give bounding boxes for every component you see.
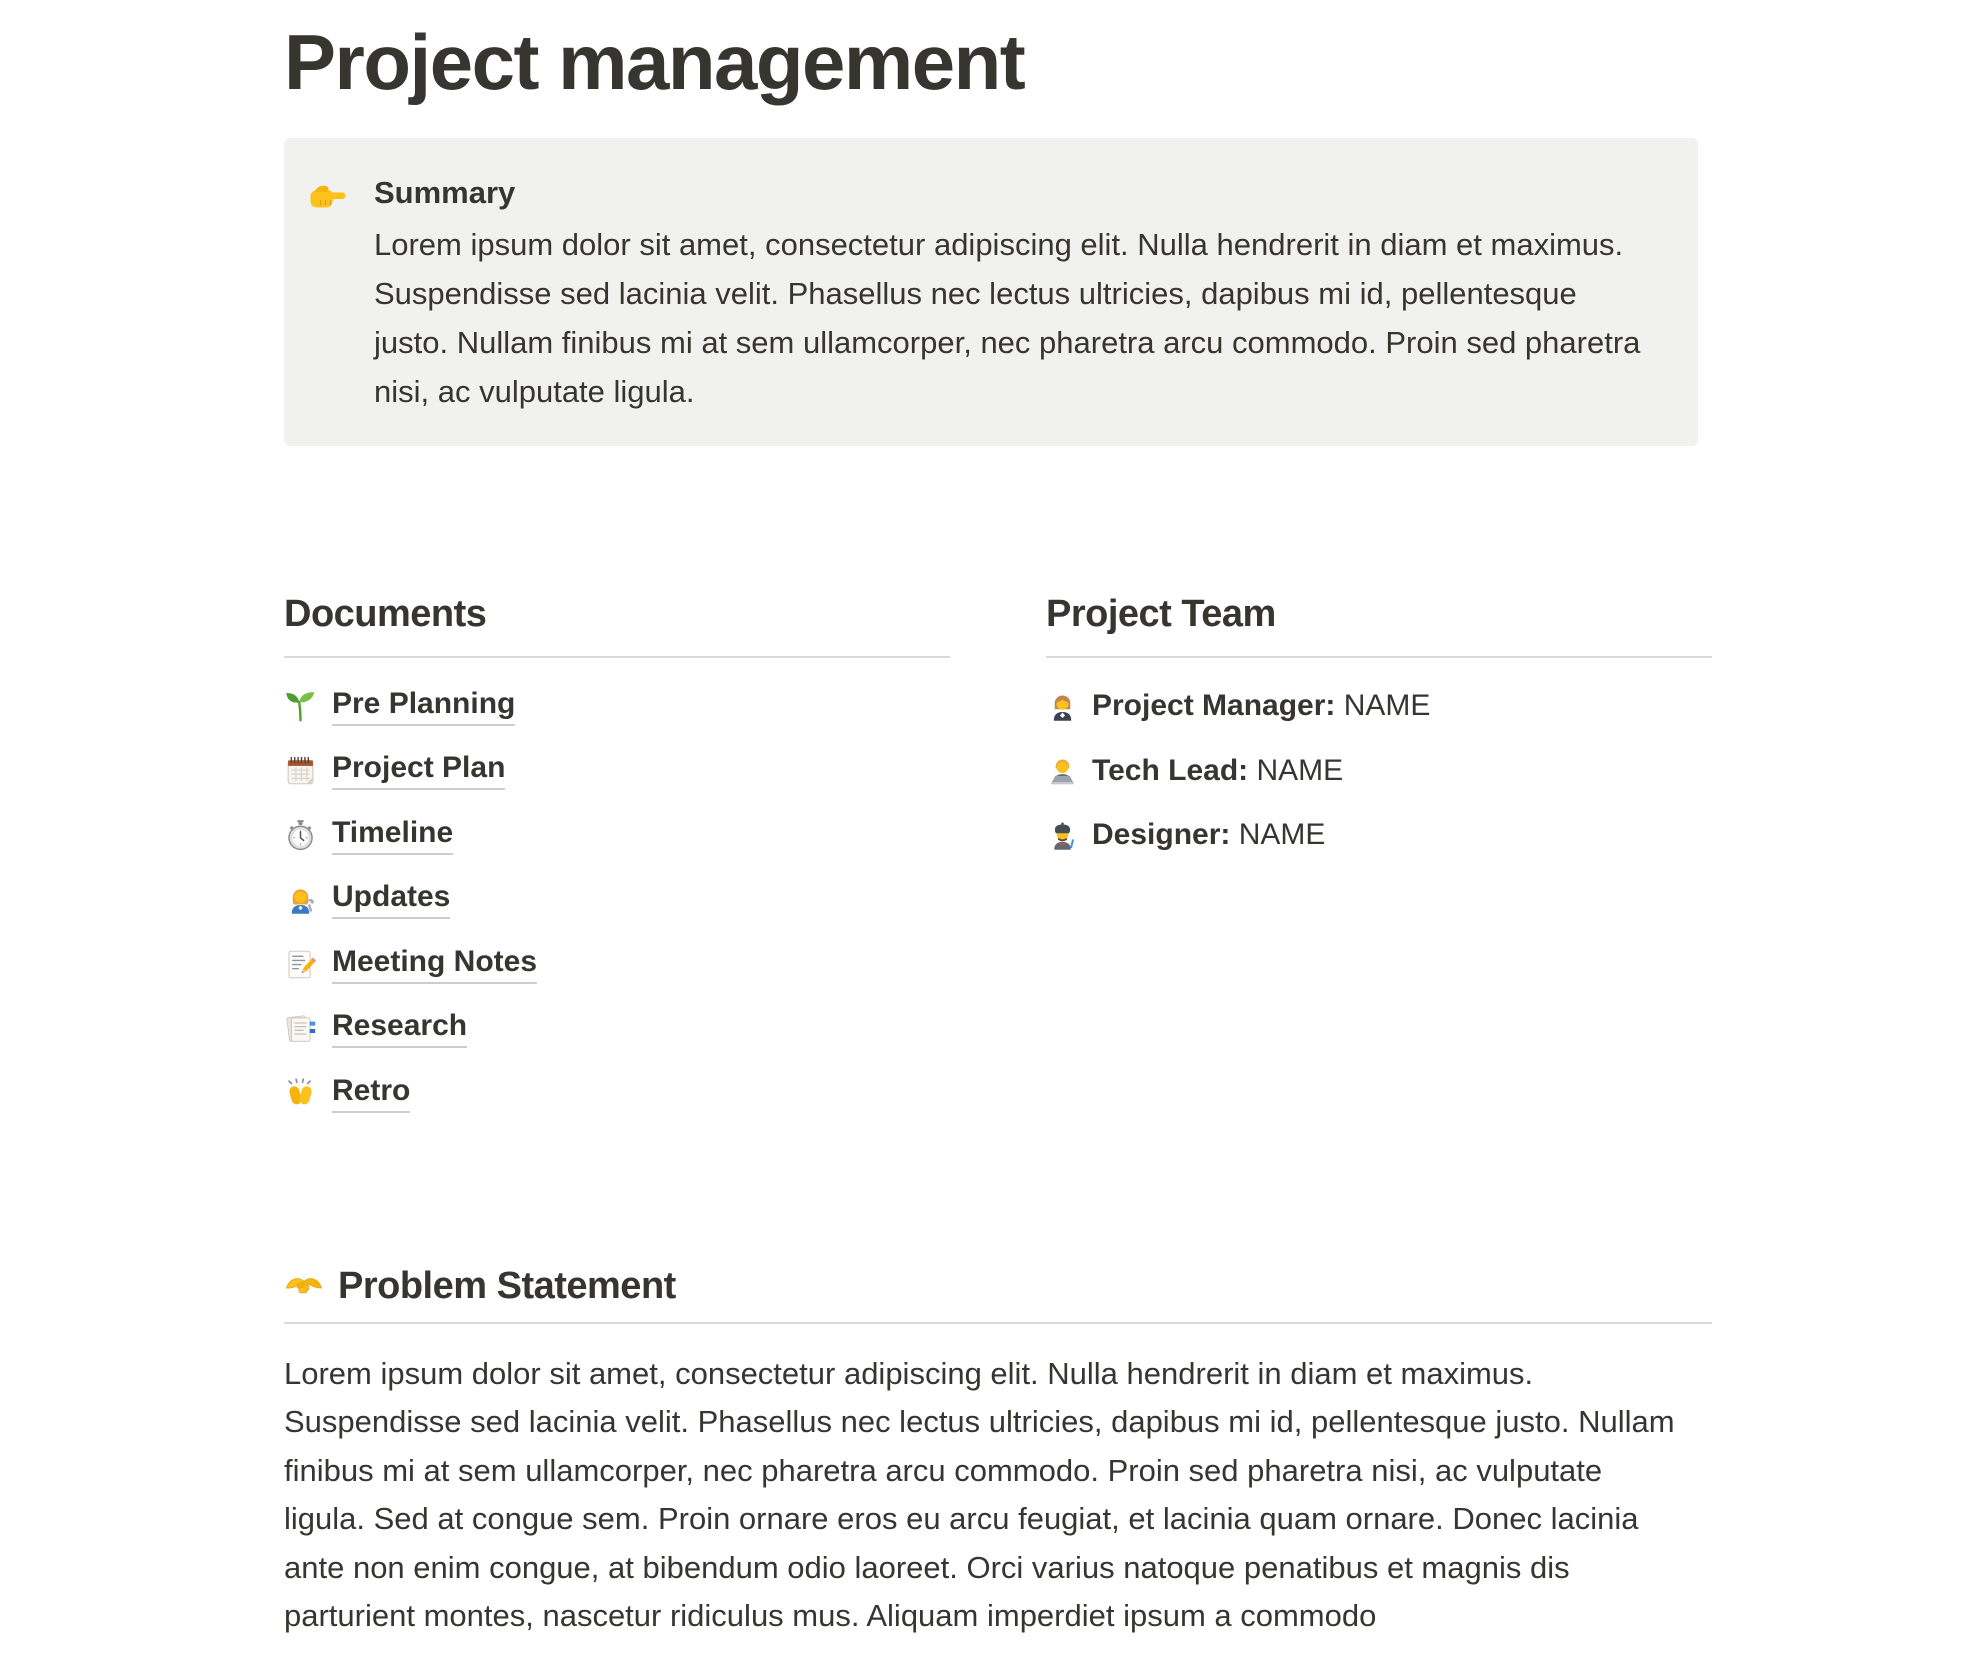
summary-callout bbox=[284, 138, 1698, 446]
documents-divider bbox=[284, 656, 950, 658]
team-member-name: NAME bbox=[1256, 753, 1344, 787]
team-member-role: Project Manager: bbox=[1092, 689, 1336, 723]
document-link[interactable]: Pre Planning bbox=[332, 687, 515, 726]
document-list-item bbox=[284, 803, 950, 868]
team-member-role: Designer: bbox=[1092, 818, 1231, 852]
document-list-item bbox=[284, 997, 950, 1062]
problem-statement-divider bbox=[284, 1322, 1712, 1324]
page-content bbox=[284, 20, 1712, 1641]
documents-heading: Documents bbox=[284, 593, 487, 635]
project-team-heading: Project Team bbox=[1046, 593, 1276, 635]
team-member-row bbox=[1046, 674, 1712, 739]
problem-statement-section bbox=[284, 1264, 1712, 1641]
team-member-row bbox=[1046, 803, 1712, 868]
two-column-section bbox=[284, 592, 1712, 1126]
team-list bbox=[1046, 674, 1712, 868]
document-link[interactable]: Retro bbox=[332, 1074, 410, 1113]
point-right-icon bbox=[308, 176, 348, 216]
woman-office-worker-icon bbox=[1046, 690, 1079, 723]
spiral-calendar-icon bbox=[284, 754, 317, 787]
problem-statement-body: Lorem ipsum dolor sit amet, consectetur adipiscing elit. Nulla hendrerit in diam et maximus. Suspendisse sed lacinia velit. Phasellus nec lectus ultricies, dapibus mi id, pellentesque justo. Nullam finibus mi at sem ullamcorper, nec pharetra arcu commodo. Proin sed pharetra nisi, ac vulputate ligula. Sed at congue sem. Proin ornare eros eu arcu feugiat, et lacinia quam ornare. Donec lacinia ante non enim congue, at bibendum odio laoreet. Orci varius natoque penatibus et magnis dis parturient montes, nascetur ridiculus mus. Aliquam imperdiet ipsum a commodo bbox=[284, 1355, 1675, 1633]
team-member-name: NAME bbox=[1238, 818, 1326, 852]
team-member-row bbox=[1046, 739, 1712, 804]
man-technologist-icon bbox=[1046, 754, 1079, 787]
documents-section bbox=[284, 592, 950, 1126]
man-artist-icon bbox=[1046, 819, 1079, 852]
document-link[interactable]: Timeline bbox=[332, 816, 453, 855]
document-link[interactable]: Meeting Notes bbox=[332, 945, 537, 984]
team-member-role: Tech Lead: bbox=[1092, 753, 1249, 787]
callout-body: Lorem ipsum dolor sit amet, consectetur adipiscing elit. Nulla hendrerit in diam et maximus. Suspendisse sed lacinia velit. Phasellus nec lectus ultricies, dapibus mi id, pellentesque justo. Nullam finibus mi at sem ullamcorper, nec pharetra arcu commodo. Proin sed pharetra nisi, ac vulputate ligula. bbox=[374, 227, 1641, 409]
memo-icon bbox=[284, 948, 317, 981]
callout-title: Summary bbox=[374, 175, 516, 210]
seedling-icon bbox=[284, 690, 317, 723]
woman-mechanic-icon bbox=[284, 883, 317, 916]
project-team-section bbox=[1046, 592, 1712, 1126]
bookmark-tabs-icon bbox=[284, 1012, 317, 1045]
handshake-icon bbox=[284, 1266, 324, 1306]
document-link[interactable]: Project Plan bbox=[332, 751, 505, 790]
project-team-divider bbox=[1046, 656, 1712, 658]
document-list-item bbox=[284, 739, 950, 804]
document-list-item bbox=[284, 932, 950, 997]
document-list-item bbox=[284, 868, 950, 933]
problem-statement-heading: Problem Statement bbox=[338, 1264, 676, 1307]
document-link[interactable]: Research bbox=[332, 1009, 467, 1048]
team-member-name: NAME bbox=[1343, 689, 1431, 723]
document-link[interactable]: Updates bbox=[332, 880, 450, 919]
clapping-hands-icon bbox=[284, 1077, 317, 1110]
document-list-item bbox=[284, 1061, 950, 1126]
document-list-item bbox=[284, 674, 950, 739]
page-title: Project management bbox=[284, 18, 1025, 106]
documents-list bbox=[284, 674, 950, 1126]
stopwatch-icon bbox=[284, 819, 317, 852]
